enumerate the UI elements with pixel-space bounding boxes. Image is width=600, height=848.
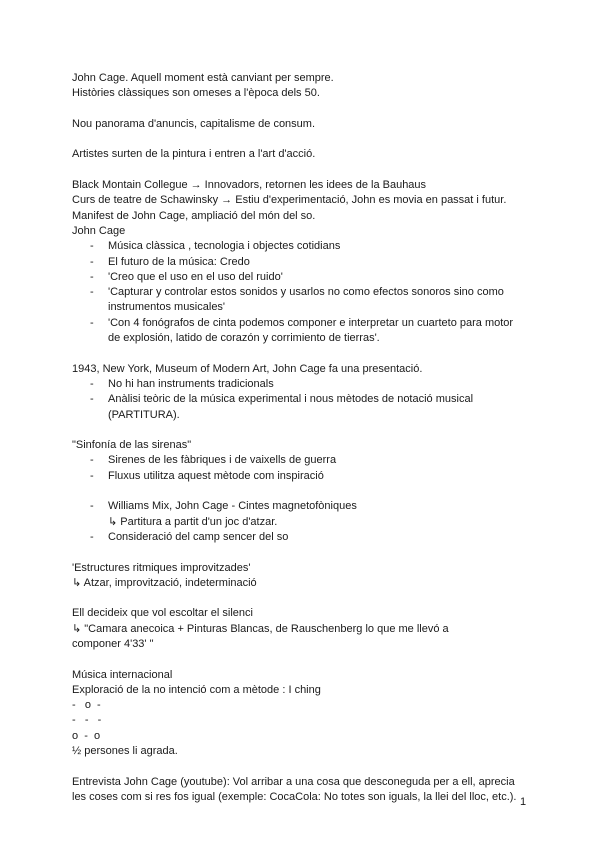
silenci-line: Ell decideix que vol escoltar el silenci <box>72 607 253 620</box>
sirenas-list <box>72 453 532 484</box>
intro-line-2: Històries clàssiques son omeses a l'època dels 50. <box>72 87 320 100</box>
list-item: - 'Creo que el uso en el uso del ruido' <box>72 270 532 285</box>
schawinsky-line: Curs de teatre de Schawinsky → Estiu d'experimentació, John es movia en passat i futur. <box>72 194 507 207</box>
entrevista-line-2: les coses com si res fos igual (exemple: CocaCola: No totes son iguals, la llei del lloc, etc.). <box>72 790 517 803</box>
persones-line: ½ persones li agrada. <box>72 745 178 758</box>
list-item: - Música clàssica , tecnologia i objectes cotidians <box>72 239 532 254</box>
list-item: - 'Capturar y controlar estos sonidos y usarlos no como efectos sonoros sino como instrumentos musicales' <box>72 285 532 316</box>
williams-subitem: ↳ Partitura a partit d'un joc d'atzar. <box>108 515 278 528</box>
williams-list <box>72 499 532 514</box>
hexagram-line-3: o - o <box>72 729 101 742</box>
manifest-line: Manifest de John Cage, ampliació del món del so. <box>72 209 316 222</box>
moma-line: 1943, New York, Museum of Modern Art, John Cage fa una presentació. <box>72 362 423 375</box>
list-item: - Anàlisi teòric de la música experimental i nous mètodes de notació musical (PARTITURA). <box>72 392 532 423</box>
page-number: 1 <box>520 796 527 808</box>
estructures-line: 'Estructures ritmiques improvitzades' <box>72 561 251 574</box>
list-item: - 'Con 4 fonógrafos de cinta podemos componer e interpretar un cuarteto para motor de explosión, latido de corazón y corrimiento de tierras'. <box>72 316 532 347</box>
list-item: - No hi han instruments tradicionals <box>72 377 532 392</box>
i-ching-line: Exploració de la no intenció com a mètode : I ching <box>72 683 321 696</box>
list-item: - Fluxus utilitza aquest mètode com inspiració <box>72 469 532 484</box>
intro-line-1: John Cage. Aquell moment està canviant per sempre. <box>72 72 334 84</box>
componer-line: componer 4'33' " <box>72 637 154 650</box>
hexagram-line-2: - - - <box>72 714 102 727</box>
black-mountain-line: Black Montain Collegue → Innovadors, retornen les idees de la Bauhaus <box>72 179 427 192</box>
musica-internacional-heading: Música internacional <box>72 668 173 681</box>
list-item: - El futuro de la música: Credo <box>72 255 532 270</box>
list-item: - Consideració del camp sencer del so <box>72 530 532 545</box>
artists-line: Artistes surten de la pintura i entren a l'art d'acció. <box>72 148 316 161</box>
atzar-line: ↳ Atzar, improvització, indeterminació <box>72 576 257 589</box>
document-page <box>72 71 532 805</box>
list-item: - Williams Mix, John Cage - Cintes magnetofòniques <box>72 499 532 514</box>
john-cage-heading: John Cage <box>72 224 126 237</box>
cage-list <box>72 239 532 346</box>
camara-line: ↳ "Camara anecoica + Pinturas Blancas, de Rauschenberg lo que me llevó a <box>72 622 449 635</box>
hexagram-line-1: - o - <box>72 699 101 712</box>
list-item: - Sirenes de les fàbriques i de vaixells de guerra <box>72 453 532 468</box>
advertising-line: Nou panorama d'anuncis, capitalisme de consum. <box>72 117 316 130</box>
williams-list-2 <box>72 530 532 545</box>
moma-list <box>72 377 532 423</box>
entrevista-line-1: Entrevista John Cage (youtube): Vol arribar a una cosa que desconeguda per a ell, aprecia <box>72 775 515 788</box>
sinfonia-heading: "Sinfonía de las sirenas" <box>72 439 192 452</box>
